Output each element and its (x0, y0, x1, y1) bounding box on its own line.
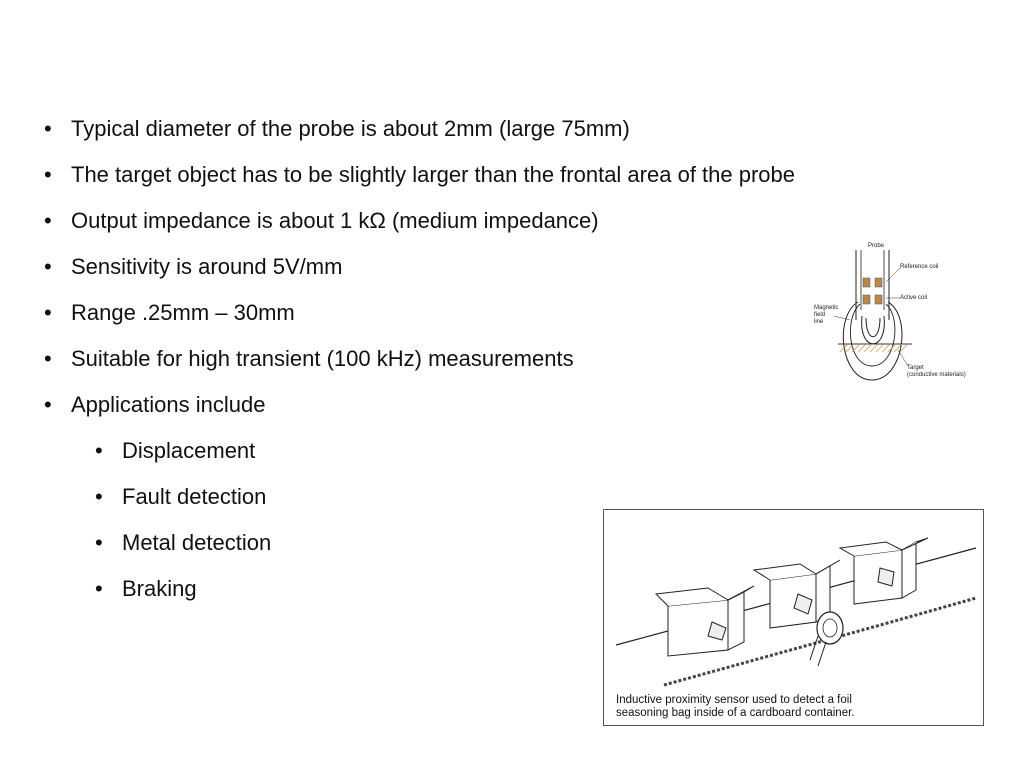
target-label: Target (907, 365, 924, 371)
bullet-marker: • (95, 438, 103, 463)
field-line-label: field (814, 312, 826, 318)
bullet-marker: • (44, 300, 52, 325)
bullet-item (44, 290, 795, 336)
caption-line: Inductive proximity sensor used to detect a foil (616, 694, 852, 706)
bullet-marker: • (44, 162, 52, 187)
bullet-marker: • (44, 346, 52, 371)
bullet-text: Applications include (71, 392, 266, 417)
bullet-text: Fault detection (122, 484, 267, 509)
bullet-item (44, 198, 795, 244)
bullet-item (44, 336, 795, 382)
bullet-marker: • (44, 392, 52, 417)
field-line-label: Magnetic (814, 305, 839, 311)
eddy-current-probe-diagram (808, 238, 978, 386)
reference-coil-label: Reference coil (900, 264, 939, 270)
bullet-text: Suitable for high transient (100 kHz) measurements (71, 346, 574, 371)
bullet-marker: • (95, 576, 103, 601)
target-label: (conductive materials) (907, 372, 966, 378)
bullet-text: Metal detection (122, 530, 272, 555)
bullet-text: Sensitivity is around 5V/mm (71, 254, 343, 279)
bullet-text: Braking (122, 576, 197, 601)
probe-label: Probe (868, 243, 885, 249)
bullet-item (44, 382, 795, 428)
bullet-text: Typical diameter of the probe is about 2mm (large 75mm) (71, 116, 630, 141)
bullet-marker: • (44, 208, 52, 233)
bullet-marker: • (44, 254, 52, 279)
probe-diagram-illustration (808, 238, 978, 386)
bullet-item (44, 152, 795, 198)
bullet-marker: • (95, 484, 103, 509)
sub-bullet-item (44, 428, 795, 474)
bullet-text: Output impedance is about 1 kΩ (medium impedance) (71, 208, 599, 233)
bullet-marker: • (44, 116, 52, 141)
active-coil-label: Active coil (900, 295, 928, 301)
bullet-item (44, 106, 795, 152)
bullet-marker: • (95, 530, 103, 555)
bullet-item (44, 244, 795, 290)
bullet-text: Displacement (122, 438, 256, 463)
bullet-text: Range .25mm – 30mm (71, 300, 295, 325)
conveyor-illustration (604, 510, 985, 690)
field-line-label: line (814, 319, 824, 325)
proximity-sensor-figure (603, 509, 984, 726)
bullet-text: The target object has to be slightly larger than the frontal area of the probe (71, 162, 796, 187)
caption-line: seasoning bag inside of a cardboard container. (616, 707, 855, 719)
figure-caption (616, 694, 976, 720)
